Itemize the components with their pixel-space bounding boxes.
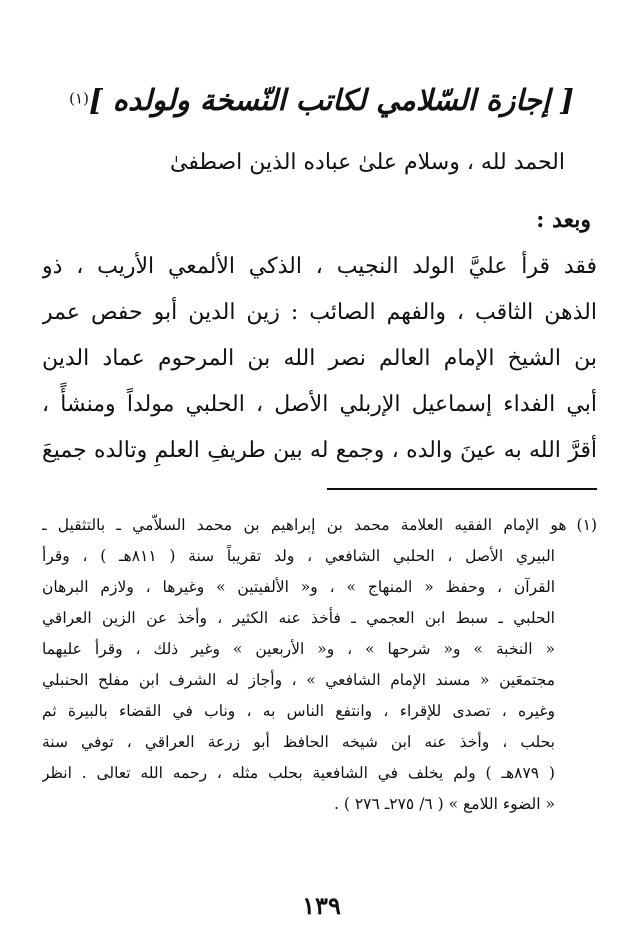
footnote-block bbox=[42, 510, 597, 820]
main-text-block bbox=[42, 244, 597, 474]
main-text-line: الذهن الثاقب ، والفهم الصائب : زين الدين أبو حفص عمر bbox=[42, 300, 597, 325]
opening-praise: الحمد لله ، وسلام علىٰ عباده الذين اصطفىٰ bbox=[169, 150, 565, 175]
footnote-line: مجتمعَين « مسند الإمام الشافعي » ، وأجاز له الشرف ابن مفلح الحنبلي bbox=[42, 671, 555, 689]
footnote-line: القرآن ، وحفظ « المنهاج » ، و« الألفيتين » وغيرها ، ولازم البرهان bbox=[42, 578, 555, 596]
footnote-first-text: هو الإمام الفقيه العلامة محمد بن إبراهيم بن محمد السلاّمي ـ بالتثقيل ـ bbox=[42, 516, 567, 534]
footnote-line: ( ٨٧٩هـ ) ولم يخلف في الشافعية بحلب مثله ، رحمه الله تعالى . انظر bbox=[42, 764, 555, 782]
transition-phrase: وبعد : bbox=[536, 207, 591, 233]
section-title-text: [ إجازة السّلامي لكاتب النّسخة ولولده ] bbox=[88, 83, 574, 117]
footnote-line: الحلبي ـ سبط ابن العجمي ـ فأخذ عنه الكثير ، وأخذ عن الزين العراقي bbox=[42, 609, 555, 627]
footnote-line: « النخبة » و« شرحها » ، و« الأربعين » وغير ذلك ، وقرأ عليهما bbox=[42, 640, 555, 658]
footnote-separator bbox=[327, 488, 597, 490]
footnote-line: البيري الأصل ، الحلبي الشافعي ، ولد تقريباً سنة ( ٨١١هـ ) ، وقرأ bbox=[42, 547, 555, 565]
footnote-marker: (١) bbox=[576, 516, 597, 534]
footnote-line: بحلب ، وأخذ عنه ابن شيخه الحافظ أبو زرعة العراقي ، توفي سنة bbox=[42, 733, 555, 751]
section-title bbox=[60, 78, 583, 122]
main-text-line: فقد قرأ عليَّ الولد النجيب ، الذكي الألمعي الأريب ، ذو bbox=[42, 254, 597, 279]
page-number: ١٣٩ bbox=[302, 891, 341, 920]
main-text-line: أقرَّ الله به عينَ والده ، وجمع له بين طريفِ العلمِ وتالده جميعَ bbox=[42, 438, 597, 463]
main-text-line: أبي الفداء إسماعيل الإربلي الأصل ، الحلبي مولداً ومنشأً ، bbox=[42, 392, 597, 417]
main-text-line: بن الشيخ الإمام العالم نصر الله بن المرحوم عماد الدين bbox=[42, 346, 597, 371]
footnote-line: وغيره ، تصدى للإقراء ، وانتفع الناس به ، وناب في القضاء بالبيرة ثم bbox=[42, 702, 555, 720]
title-footnote-marker: (١) bbox=[69, 89, 89, 108]
footnote-first-line bbox=[42, 510, 597, 541]
footnote-last-line: « الضوء اللامع » ( ٦/ ٢٧٥ـ ٢٧٦ ) . bbox=[334, 795, 555, 813]
